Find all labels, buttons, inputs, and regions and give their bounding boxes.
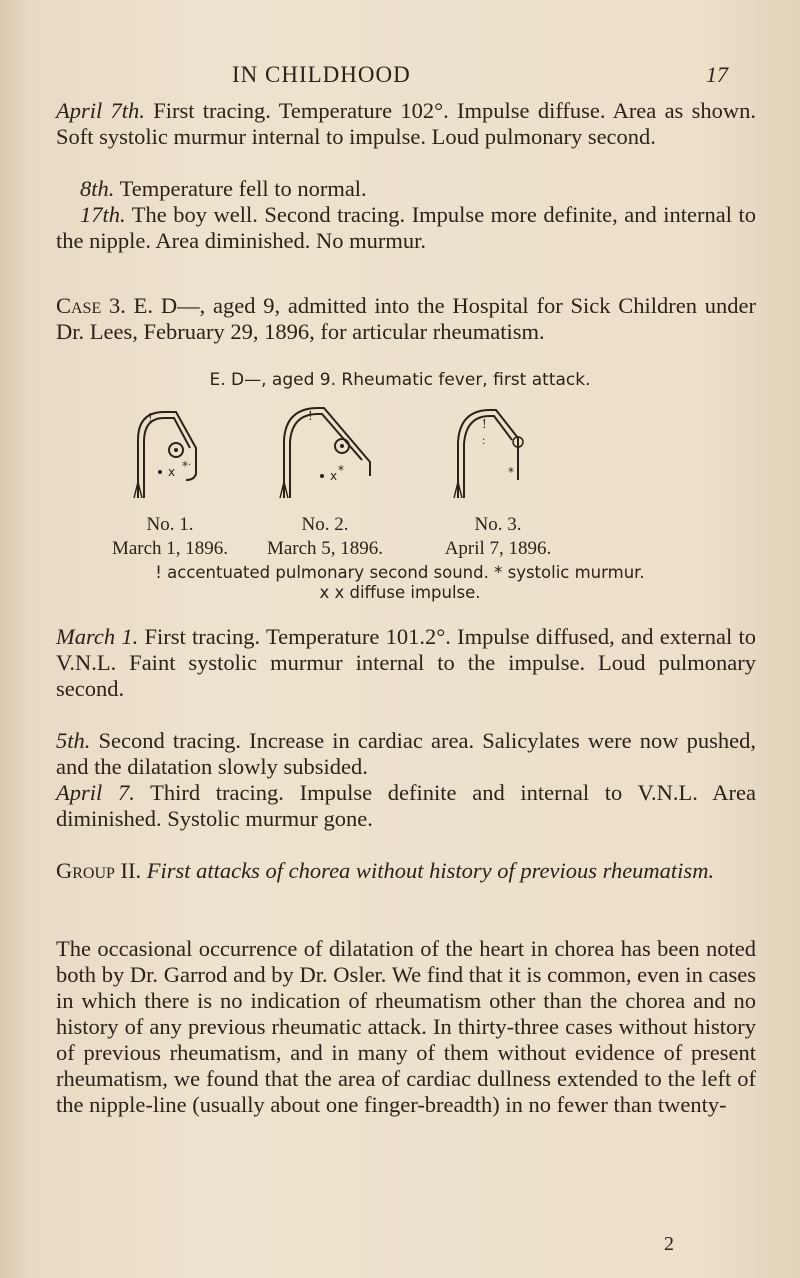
tracing-date: March 5, 1896. xyxy=(266,538,384,559)
body-paragraph xyxy=(56,936,756,1118)
group-title: First attacks of chorea without history of previous rheumatism. xyxy=(146,858,715,883)
legend-line-1: ! accentuated pulmonary second sound. * systolic murmur. xyxy=(155,563,645,582)
case-3-paragraph xyxy=(56,293,756,345)
entry-date: April 7th. xyxy=(56,98,145,123)
case-text: E. D—, aged 9, admitted into the Hospital for Sick Children under Dr. Lees, February 29, 1896, for articular rheumatism. xyxy=(56,293,756,344)
svg-text:·: · xyxy=(188,460,192,471)
svg-text:*: * xyxy=(508,465,514,479)
tracing-date: March 1, 1896. xyxy=(111,538,229,559)
tracing-number: No. 3. xyxy=(474,514,522,535)
running-title: IN CHILDHOOD xyxy=(232,62,411,87)
entry-date: 8th. xyxy=(80,176,115,201)
heart-tracings-figure xyxy=(0,400,800,559)
svg-text:x: x xyxy=(330,469,338,483)
entry-text: Temperature fell to normal. xyxy=(114,176,367,201)
entry-april-7 xyxy=(56,98,756,150)
group-2-heading xyxy=(56,858,756,884)
entry-date: 5th. xyxy=(56,728,91,753)
tracing-number: No. 2. xyxy=(301,514,349,535)
entry-text: First tracing. Temperature 102°. Impulse diffuse. Area as shown. Soft systolic murmur internal to impulse. Loud pulmonary second. xyxy=(56,98,756,149)
svg-text:x: x xyxy=(168,465,176,479)
tracing-date: April 7, 1896. xyxy=(444,538,552,559)
svg-text:*: * xyxy=(182,459,188,473)
entry-text: Second tracing. Increase in cardiac area. Salicylates were now pushed, and the dilatation slowly subsided. xyxy=(56,728,756,779)
entry-17th xyxy=(56,202,756,254)
group-label: Group II. xyxy=(56,858,142,883)
entry-5th xyxy=(56,728,756,780)
entry-text: Third tracing. Impulse definite and internal to V.N.L. Area diminished. Systolic murmur gone. xyxy=(56,780,756,831)
svg-text:!: ! xyxy=(308,409,313,424)
tracing-3-diagram xyxy=(446,400,546,505)
figure-caption: E. D—, aged 9. Rheumatic fever, first attack. xyxy=(209,370,591,390)
svg-text:!: ! xyxy=(148,411,153,426)
tracing-1-diagram xyxy=(124,400,214,505)
entry-text: The boy well. Second tracing. Impulse more definite, and internal to the nipple. Area diminished. No murmur. xyxy=(56,202,756,253)
svg-text:!: ! xyxy=(482,417,487,432)
tracing-2-diagram xyxy=(262,400,392,505)
entry-8th xyxy=(56,176,756,202)
entry-march-1 xyxy=(56,624,756,702)
paragraph-text: The occasional occurrence of dilatation of the heart in chorea has been noted both by Dr. Garrod and by Dr. Osler. We find that it is common, even in cases in which there is no indication of rheumatism other than the chorea and no history of any previous rheumatic attack. In thirty-three cases without history of previous rheumatism, and in many of them without evidence of present rheumatism, we found that the area of cardiac dullness extended to the left of the nipple-line (usually about one finger-breadth) in no fewer than twenty- xyxy=(56,936,756,1117)
tracing-2-label xyxy=(225,513,425,561)
tracing-3-label xyxy=(398,513,598,561)
page-number: 17 xyxy=(706,62,728,87)
entry-text: First tracing. Temperature 101.2°. Impulse diffused, and external to V.N.L. Faint systolic murmur internal to the impulse. Loud pulmonary second. xyxy=(56,624,756,701)
legend-line-2: x x diffuse impulse. xyxy=(319,583,481,602)
figure-legend xyxy=(0,563,800,603)
svg-text::: : xyxy=(482,433,486,447)
running-head xyxy=(0,62,800,92)
entry-date: 17th. xyxy=(80,202,126,227)
entry-date: April 7. xyxy=(56,780,135,805)
signature-mark: 2 xyxy=(664,1233,674,1255)
entry-date: March 1. xyxy=(56,624,139,649)
tracing-number: No. 1. xyxy=(146,514,194,535)
entry-april-7-case3 xyxy=(56,780,756,832)
svg-text:*: * xyxy=(338,463,344,477)
case-label: Case 3. xyxy=(56,293,126,318)
